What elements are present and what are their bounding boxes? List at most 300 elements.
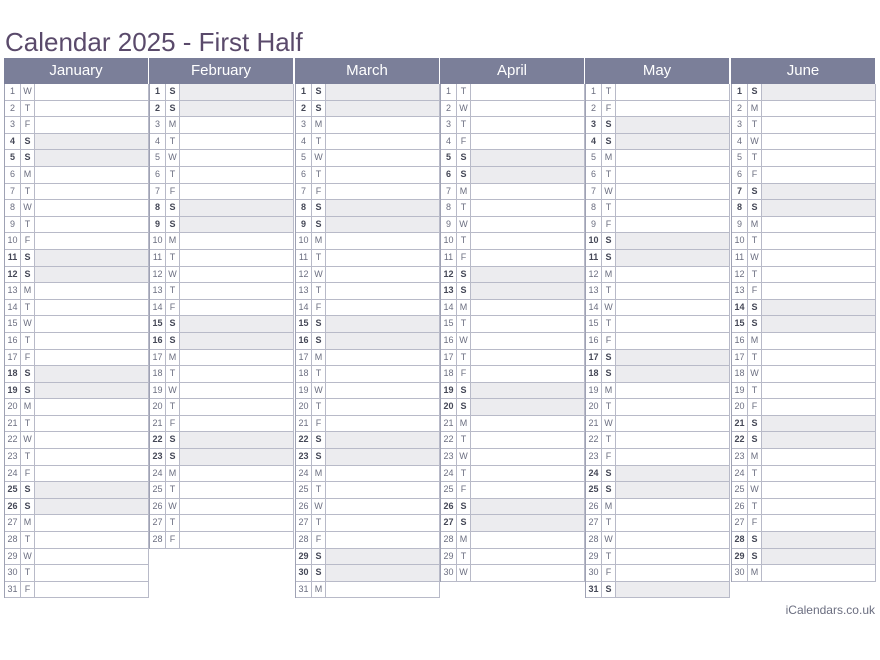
day-note-area[interactable] [762,549,875,565]
day-note-area[interactable] [762,333,875,349]
day-note-area[interactable] [762,366,875,382]
day-row[interactable] [732,416,876,433]
day-row[interactable] [296,582,440,599]
day-row[interactable] [5,283,149,300]
day-note-area[interactable] [35,482,148,498]
day-note-area[interactable] [616,117,729,133]
day-row[interactable] [441,167,585,184]
day-row[interactable] [586,449,730,466]
day-note-area[interactable] [180,432,293,448]
day-note-area[interactable] [326,532,439,548]
day-note-area[interactable] [326,300,439,316]
day-row[interactable] [150,449,294,466]
day-row[interactable] [441,300,585,317]
day-note-area[interactable] [35,565,148,581]
day-note-area[interactable] [35,366,148,382]
day-note-area[interactable] [35,383,148,399]
day-row[interactable] [150,250,294,267]
footer-credit[interactable]: iCalendars.co.uk [785,603,875,617]
day-row[interactable] [296,150,440,167]
day-row[interactable] [586,283,730,300]
day-note-area[interactable] [326,316,439,332]
day-row[interactable] [441,184,585,201]
day-row[interactable] [5,316,149,333]
day-row[interactable] [296,350,440,367]
day-row[interactable] [296,184,440,201]
day-row[interactable] [296,416,440,433]
day-row[interactable] [296,366,440,383]
day-row[interactable] [5,399,149,416]
day-note-area[interactable] [471,184,584,200]
day-note-area[interactable] [180,383,293,399]
day-row[interactable] [732,383,876,400]
day-row[interactable] [296,549,440,566]
day-note-area[interactable] [326,482,439,498]
day-row[interactable] [5,200,149,217]
day-row[interactable] [150,466,294,483]
day-row[interactable] [296,399,440,416]
day-row[interactable] [732,399,876,416]
day-row[interactable] [150,117,294,134]
day-row[interactable] [150,333,294,350]
day-note-area[interactable] [326,150,439,166]
day-note-area[interactable] [471,217,584,233]
day-note-area[interactable] [326,366,439,382]
day-row[interactable] [5,416,149,433]
day-row[interactable] [441,515,585,532]
day-note-area[interactable] [35,316,148,332]
day-row[interactable] [5,250,149,267]
day-note-area[interactable] [180,283,293,299]
day-row[interactable] [5,350,149,367]
day-note-area[interactable] [471,515,584,531]
day-row[interactable] [441,150,585,167]
day-note-area[interactable] [471,499,584,515]
day-note-area[interactable] [180,117,293,133]
day-row[interactable] [441,565,585,582]
day-note-area[interactable] [180,300,293,316]
day-note-area[interactable] [326,283,439,299]
day-row[interactable] [732,134,876,151]
day-note-area[interactable] [180,416,293,432]
day-row[interactable] [586,333,730,350]
day-row[interactable] [296,101,440,118]
day-note-area[interactable] [180,233,293,249]
day-row[interactable] [296,383,440,400]
day-note-area[interactable] [762,267,875,283]
day-note-area[interactable] [326,233,439,249]
day-note-area[interactable] [616,167,729,183]
day-note-area[interactable] [762,134,875,150]
day-note-area[interactable] [762,532,875,548]
day-row[interactable] [586,117,730,134]
day-note-area[interactable] [471,565,584,581]
day-note-area[interactable] [326,134,439,150]
day-row[interactable] [586,233,730,250]
day-row[interactable] [732,233,876,250]
day-row[interactable] [5,383,149,400]
day-row[interactable] [586,499,730,516]
day-row[interactable] [732,515,876,532]
day-note-area[interactable] [180,101,293,117]
day-row[interactable] [732,250,876,267]
day-note-area[interactable] [471,416,584,432]
day-row[interactable] [732,84,876,101]
day-row[interactable] [296,84,440,101]
day-note-area[interactable] [616,150,729,166]
day-row[interactable] [296,267,440,284]
day-row[interactable] [732,117,876,134]
day-note-area[interactable] [616,383,729,399]
day-note-area[interactable] [326,432,439,448]
day-row[interactable] [441,250,585,267]
day-row[interactable] [5,117,149,134]
day-row[interactable] [732,499,876,516]
day-note-area[interactable] [35,283,148,299]
day-row[interactable] [150,350,294,367]
day-row[interactable] [441,366,585,383]
day-row[interactable] [150,84,294,101]
day-note-area[interactable] [180,366,293,382]
day-row[interactable] [5,482,149,499]
day-row[interactable] [150,316,294,333]
day-row[interactable] [296,565,440,582]
day-note-area[interactable] [326,84,439,100]
day-row[interactable] [5,184,149,201]
day-row[interactable] [5,366,149,383]
day-row[interactable] [150,399,294,416]
day-row[interactable] [586,549,730,566]
day-row[interactable] [150,532,294,549]
day-note-area[interactable] [471,333,584,349]
day-row[interactable] [732,267,876,284]
day-row[interactable] [586,316,730,333]
day-row[interactable] [150,416,294,433]
day-note-area[interactable] [326,167,439,183]
day-row[interactable] [150,300,294,317]
day-row[interactable] [5,101,149,118]
day-note-area[interactable] [616,565,729,581]
day-note-area[interactable] [762,482,875,498]
day-row[interactable] [296,250,440,267]
day-row[interactable] [586,515,730,532]
day-row[interactable] [5,300,149,317]
day-row[interactable] [296,117,440,134]
day-note-area[interactable] [180,399,293,415]
day-note-area[interactable] [471,150,584,166]
day-note-area[interactable] [471,482,584,498]
day-row[interactable] [296,466,440,483]
day-note-area[interactable] [326,184,439,200]
day-note-area[interactable] [471,267,584,283]
day-row[interactable] [732,466,876,483]
day-note-area[interactable] [471,449,584,465]
day-note-area[interactable] [180,84,293,100]
day-note-area[interactable] [180,200,293,216]
day-row[interactable] [586,150,730,167]
day-note-area[interactable] [35,466,148,482]
day-note-area[interactable] [762,399,875,415]
day-row[interactable] [5,532,149,549]
day-row[interactable] [732,200,876,217]
day-note-area[interactable] [326,267,439,283]
day-note-area[interactable] [471,167,584,183]
day-note-area[interactable] [471,350,584,366]
day-note-area[interactable] [180,167,293,183]
day-note-area[interactable] [326,499,439,515]
day-row[interactable] [296,217,440,234]
day-note-area[interactable] [471,366,584,382]
day-row[interactable] [5,549,149,566]
day-note-area[interactable] [471,532,584,548]
day-note-area[interactable] [616,316,729,332]
day-row[interactable] [586,383,730,400]
day-row[interactable] [441,466,585,483]
day-row[interactable] [441,101,585,118]
day-note-area[interactable] [326,250,439,266]
day-note-area[interactable] [762,350,875,366]
day-row[interactable] [150,184,294,201]
day-row[interactable] [150,383,294,400]
day-row[interactable] [150,217,294,234]
day-row[interactable] [5,466,149,483]
day-row[interactable] [732,316,876,333]
day-row[interactable] [441,316,585,333]
day-row[interactable] [441,416,585,433]
day-note-area[interactable] [762,432,875,448]
day-note-area[interactable] [471,250,584,266]
day-row[interactable] [441,350,585,367]
day-note-area[interactable] [35,532,148,548]
day-note-area[interactable] [616,300,729,316]
day-row[interactable] [441,117,585,134]
day-row[interactable] [441,233,585,250]
day-note-area[interactable] [326,549,439,565]
day-row[interactable] [5,134,149,151]
day-note-area[interactable] [616,200,729,216]
day-row[interactable] [441,333,585,350]
day-row[interactable] [5,217,149,234]
day-row[interactable] [441,532,585,549]
day-row[interactable] [732,101,876,118]
day-note-area[interactable] [616,449,729,465]
day-row[interactable] [296,316,440,333]
day-row[interactable] [150,482,294,499]
day-note-area[interactable] [180,515,293,531]
day-row[interactable] [586,399,730,416]
day-row[interactable] [296,499,440,516]
day-note-area[interactable] [326,466,439,482]
day-note-area[interactable] [35,499,148,515]
day-note-area[interactable] [616,482,729,498]
day-note-area[interactable] [616,267,729,283]
day-row[interactable] [732,532,876,549]
day-note-area[interactable] [180,184,293,200]
day-note-area[interactable] [326,383,439,399]
day-note-area[interactable] [471,233,584,249]
day-note-area[interactable] [35,134,148,150]
day-row[interactable] [150,499,294,516]
day-note-area[interactable] [616,333,729,349]
day-row[interactable] [586,300,730,317]
day-row[interactable] [586,350,730,367]
day-note-area[interactable] [326,399,439,415]
day-note-area[interactable] [471,432,584,448]
day-row[interactable] [296,532,440,549]
day-row[interactable] [296,432,440,449]
day-row[interactable] [586,432,730,449]
day-row[interactable] [5,84,149,101]
day-row[interactable] [5,515,149,532]
day-row[interactable] [5,432,149,449]
day-row[interactable] [732,217,876,234]
day-note-area[interactable] [471,283,584,299]
day-row[interactable] [586,167,730,184]
day-note-area[interactable] [471,466,584,482]
day-note-area[interactable] [762,466,875,482]
day-row[interactable] [586,532,730,549]
day-note-area[interactable] [326,449,439,465]
day-row[interactable] [150,267,294,284]
day-note-area[interactable] [616,350,729,366]
day-note-area[interactable] [35,267,148,283]
day-row[interactable] [5,267,149,284]
day-row[interactable] [150,167,294,184]
day-row[interactable] [732,366,876,383]
day-note-area[interactable] [762,101,875,117]
day-note-area[interactable] [180,482,293,498]
day-row[interactable] [586,101,730,118]
day-row[interactable] [150,200,294,217]
day-row[interactable] [296,515,440,532]
day-note-area[interactable] [616,532,729,548]
day-row[interactable] [150,515,294,532]
day-note-area[interactable] [35,217,148,233]
day-note-area[interactable] [326,101,439,117]
day-row[interactable] [586,217,730,234]
day-note-area[interactable] [762,383,875,399]
day-note-area[interactable] [35,549,148,565]
day-row[interactable] [296,482,440,499]
day-note-area[interactable] [471,84,584,100]
day-note-area[interactable] [616,283,729,299]
day-note-area[interactable] [762,217,875,233]
day-note-area[interactable] [35,449,148,465]
day-note-area[interactable] [762,316,875,332]
day-note-area[interactable] [762,167,875,183]
day-note-area[interactable] [180,134,293,150]
day-note-area[interactable] [762,499,875,515]
day-note-area[interactable] [326,416,439,432]
day-row[interactable] [296,283,440,300]
day-note-area[interactable] [180,499,293,515]
day-row[interactable] [732,300,876,317]
day-note-area[interactable] [471,134,584,150]
day-note-area[interactable] [762,515,875,531]
day-note-area[interactable] [616,549,729,565]
day-row[interactable] [586,84,730,101]
day-note-area[interactable] [180,267,293,283]
day-note-area[interactable] [471,383,584,399]
day-note-area[interactable] [471,200,584,216]
day-note-area[interactable] [616,233,729,249]
day-note-area[interactable] [35,333,148,349]
day-note-area[interactable] [616,217,729,233]
day-row[interactable] [586,565,730,582]
day-row[interactable] [441,432,585,449]
day-note-area[interactable] [35,101,148,117]
day-row[interactable] [732,350,876,367]
day-row[interactable] [732,184,876,201]
day-note-area[interactable] [35,200,148,216]
day-row[interactable] [296,333,440,350]
day-note-area[interactable] [326,200,439,216]
day-row[interactable] [296,167,440,184]
day-note-area[interactable] [35,117,148,133]
day-note-area[interactable] [180,449,293,465]
day-row[interactable] [586,184,730,201]
day-note-area[interactable] [35,300,148,316]
day-row[interactable] [441,383,585,400]
day-note-area[interactable] [762,84,875,100]
day-row[interactable] [732,482,876,499]
day-note-area[interactable] [471,316,584,332]
day-note-area[interactable] [616,466,729,482]
day-row[interactable] [150,366,294,383]
day-note-area[interactable] [762,565,875,581]
day-row[interactable] [5,582,149,599]
day-note-area[interactable] [35,582,148,598]
day-row[interactable] [586,267,730,284]
day-row[interactable] [732,565,876,582]
day-note-area[interactable] [762,150,875,166]
day-note-area[interactable] [35,184,148,200]
day-row[interactable] [150,134,294,151]
day-note-area[interactable] [180,466,293,482]
day-row[interactable] [5,167,149,184]
day-note-area[interactable] [326,117,439,133]
day-row[interactable] [150,101,294,118]
day-note-area[interactable] [35,84,148,100]
day-note-area[interactable] [180,150,293,166]
day-row[interactable] [150,283,294,300]
day-note-area[interactable] [616,582,729,598]
day-note-area[interactable] [326,217,439,233]
day-row[interactable] [5,233,149,250]
day-note-area[interactable] [762,416,875,432]
day-note-area[interactable] [762,283,875,299]
day-row[interactable] [732,150,876,167]
day-note-area[interactable] [616,250,729,266]
day-note-area[interactable] [180,532,293,548]
day-note-area[interactable] [180,350,293,366]
day-row[interactable] [586,134,730,151]
day-note-area[interactable] [616,515,729,531]
day-note-area[interactable] [180,250,293,266]
day-row[interactable] [441,217,585,234]
day-note-area[interactable] [180,333,293,349]
day-note-area[interactable] [35,350,148,366]
day-row[interactable] [296,449,440,466]
day-note-area[interactable] [326,565,439,581]
day-row[interactable] [150,233,294,250]
day-row[interactable] [441,283,585,300]
day-row[interactable] [586,416,730,433]
day-note-area[interactable] [35,515,148,531]
day-note-area[interactable] [762,200,875,216]
day-note-area[interactable] [762,300,875,316]
day-row[interactable] [441,267,585,284]
